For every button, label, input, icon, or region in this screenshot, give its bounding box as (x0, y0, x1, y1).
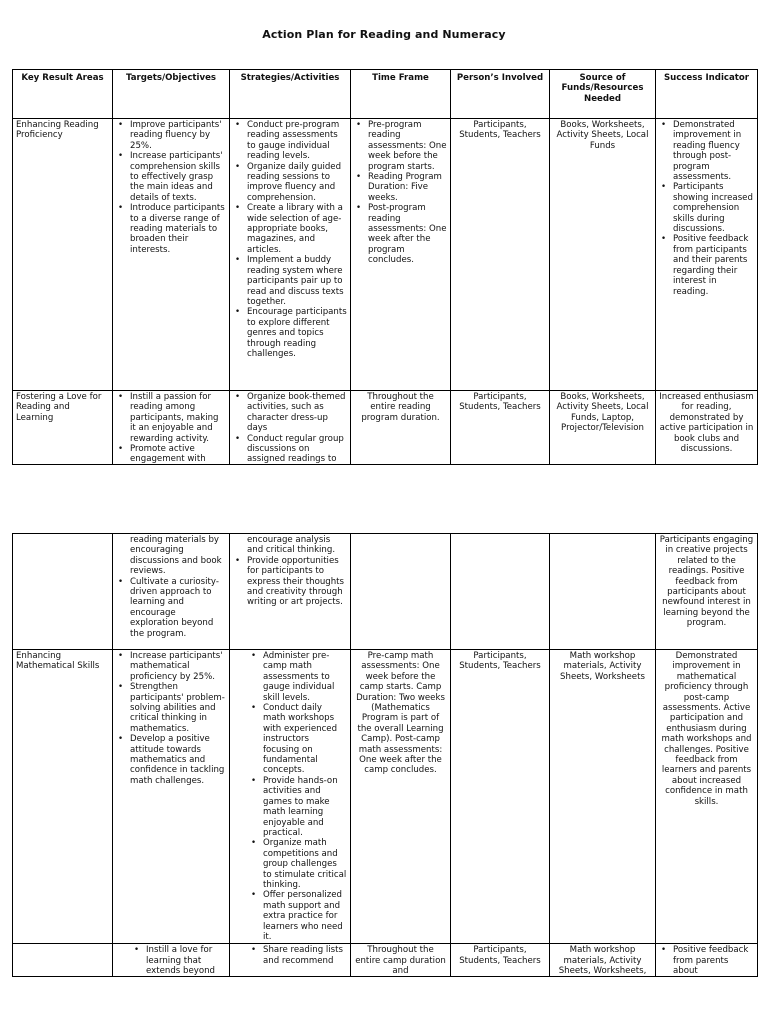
list-item: • Increase participants' mathematical proficiency by 25%. (130, 651, 226, 682)
header-success-indicator: Success Indicator (656, 70, 758, 119)
persons-cell: Participants, Students, Teachers (451, 119, 550, 391)
list-item: • Organize daily guided reading sessions to improve fluency and comprehension. (247, 162, 347, 204)
list-item: • Provide opportunities for participants to express their thoughts and creativity through writing or art projects. (247, 556, 347, 608)
timeframe-cell (351, 119, 451, 391)
targets-cell (113, 534, 230, 650)
area-cell (13, 944, 113, 977)
list-item: • Conduct pre-program reading assessments to gauge individual reading levels. (247, 120, 347, 162)
list-item: • Cultivate a curiosity-driven approach to learning and encourage exploration beyond the program. (130, 577, 226, 639)
list-item: • Positive feedback from participants and their parents regarding their interest in reading. (673, 234, 754, 296)
persons-cell: Participants, Students, Teachers (451, 944, 550, 977)
list-item: • Instill a passion for reading among participants, making it an enjoyable and rewarding activity. (130, 392, 226, 444)
targets-cell (113, 650, 230, 944)
table-header-row (13, 70, 758, 119)
table-row (13, 944, 758, 977)
list-item: • Offer personalized math support and extra practice for learners who need it. (263, 890, 347, 942)
list-item: • Develop a positive attitude towards mathematics and confidence in tackling math challenges. (130, 734, 226, 786)
continued-text: reading materials by encouraging discussions and book reviews. (130, 535, 222, 577)
persons-cell: Participants, Students, Teachers (451, 391, 550, 465)
list-item: • Encourage participants to explore different genres and topics through reading challenges. (247, 307, 347, 359)
list-item: • Organize math competitions and group challenges to stimulate critical thinking. (263, 838, 347, 890)
list-item: • Conduct regular group discussions on assigned readings to (247, 434, 347, 463)
table-row (13, 650, 758, 944)
header-persons-involved: Person’s Involved (451, 70, 550, 119)
header-time-frame: Time Frame (351, 70, 451, 119)
strategies-cell (230, 944, 351, 977)
strategies-cell (230, 391, 351, 465)
action-plan-table-page-1 (12, 69, 758, 465)
list-item: • Organize book-themed activities, such as character dress-up days (247, 392, 347, 434)
timeframe-cell (351, 534, 451, 650)
document-title: Action Plan for Reading and Numeracy (262, 28, 506, 41)
strategies-cell (230, 534, 351, 650)
list-item: • Pre-program reading assessments: One week before the program starts. (368, 120, 447, 172)
continued-text: encourage analysis and critical thinking. (247, 535, 336, 556)
timeframe-cell: Throughout the entire reading program duration. (351, 391, 451, 465)
list-item: • Implement a buddy reading system where participants pair up to read and discuss texts together. (247, 255, 347, 307)
funds-cell (550, 944, 656, 977)
targets-cell (113, 391, 230, 465)
success-cell: Participants engaging in creative projects related to the readings. Positive feedback from participants about newfound interest in learning beyond the program. (656, 534, 758, 650)
list-item: • Participants showing increased comprehension skills during discussions. (673, 182, 754, 234)
list-item: • Create a library with a wide selection of age-appropriate books, magazines, and articles. (247, 203, 347, 255)
success-cell: Increased enthusiasm for reading, demonstrated by active participation in book clubs and discussions. (656, 391, 758, 465)
table-row (13, 119, 758, 391)
header-key-result-areas: Key Result Areas (13, 70, 113, 119)
persons-cell (451, 534, 550, 650)
list-item: • Introduce participants to a diverse range of reading materials to broaden their interests. (130, 203, 226, 255)
list-item: • Promote active engagement with (130, 444, 226, 463)
list-item: • Post-program reading assessments: One week after the program concludes. (368, 203, 447, 265)
header-source-of-funds: Source of Funds/Resources Needed (550, 70, 656, 119)
targets-cell (113, 119, 230, 391)
table-row (13, 391, 758, 465)
strategies-cell (230, 650, 351, 944)
action-plan-table-page-2 (12, 533, 758, 977)
list-item: • Positive feedback from parents about (673, 945, 754, 975)
funds-cell: Books, Worksheets, Activity Sheets, Local Funds (550, 119, 656, 391)
area-cell: Enhancing Mathematical Skills (13, 650, 113, 944)
success-cell (656, 119, 758, 391)
targets-cell (113, 944, 230, 977)
list-item: • Share reading lists and recommend (263, 945, 347, 966)
list-item: • Increase participants' comprehension skills to effectively grasp the main ideas and details of texts. (130, 151, 226, 203)
list-item: • Strengthen participants' problem-solving abilities and critical thinking in mathematics. (130, 682, 226, 734)
area-cell (13, 534, 113, 650)
list-item: • Demonstrated improvement in reading fluency through post-program assessments. (673, 120, 754, 182)
funds-cell: Math workshop materials, Activity Sheets, Worksheets (550, 650, 656, 944)
funds-cell: Books, Worksheets, Activity Sheets, Local Funds, Laptop, Projector/Television (550, 391, 656, 465)
funds-text: Math workshop materials, Activity Sheets, Worksheets, (558, 945, 647, 976)
success-cell (656, 944, 758, 977)
success-cell: Demonstrated improvement in mathematical proficiency through post-camp assessments. Active participation and enthusiasm during math workshops and challenges. Positive feedback from learners and parents about increased confidence in math skills. (656, 650, 758, 944)
list-item: • Instill a love for learning that extends beyond (146, 945, 226, 975)
timeframe-text: Throughout the entire camp duration and (355, 945, 446, 976)
timeframe-cell (351, 944, 451, 977)
persons-cell: Participants, Students, Teachers (451, 650, 550, 944)
list-item: • Reading Program Duration: Five weeks. (368, 172, 447, 203)
area-cell: Fostering a Love for Reading and Learning (13, 391, 113, 465)
list-item: • Conduct daily math workshops with experienced instructors focusing on fundamental concepts. (263, 703, 347, 776)
timeframe-cell: Pre-camp math assessments: One week before the camp starts. Camp Duration: Two weeks (Mathematics Program is part of the overall Learning Camp). Post-camp math assessments: One week after the camp concludes. (351, 650, 451, 944)
list-item: • Provide hands-on activities and games to make math learning enjoyable and practical. (263, 776, 347, 838)
area-cell: Enhancing Reading Proficiency (13, 119, 113, 391)
header-strategies-activities: Strategies/Activities (230, 70, 351, 119)
funds-cell (550, 534, 656, 650)
list-item: • Administer pre-camp math assessments to gauge individual skill levels. (263, 651, 347, 703)
header-targets-objectives: Targets/Objectives (113, 70, 230, 119)
list-item: • Improve participants' reading fluency by 25%. (130, 120, 226, 151)
table-row (13, 534, 758, 650)
strategies-cell (230, 119, 351, 391)
